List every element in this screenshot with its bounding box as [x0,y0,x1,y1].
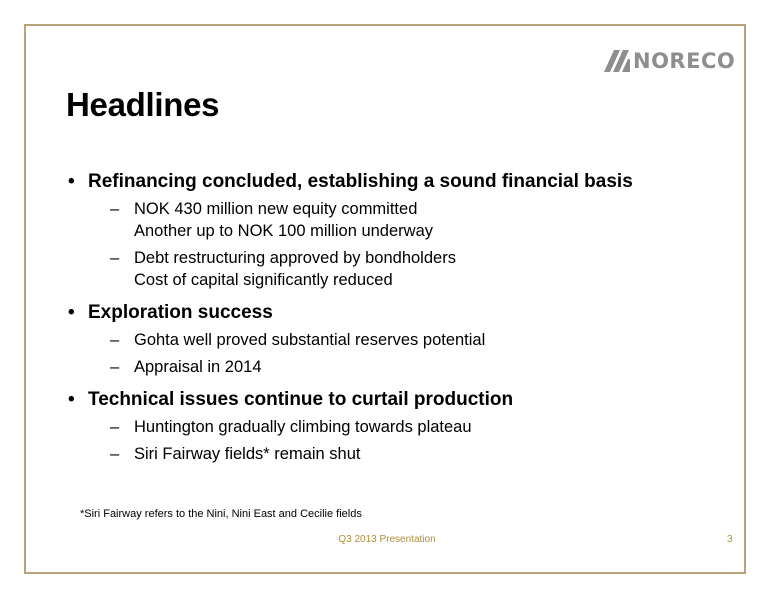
bullet-dot-icon: • [68,389,75,410]
sub-bullet-item [66,416,726,438]
bullet-item [66,300,726,326]
dash-icon: – [110,358,120,376]
noreco-logo [604,50,735,72]
sub-bullet-item [66,443,726,465]
sub-bullet-text: Appraisal in 2014 [134,358,262,376]
logo-mark-icon [604,50,630,72]
bullet-text: Technical issues continue to curtail production [88,389,514,410]
bullet-group-2 [66,300,726,378]
sub-bullet-text: Huntington gradually climbing towards plateau [134,418,472,436]
bullet-list [66,169,726,474]
sub-bullet-text: Another up to NOK 100 million underway [134,222,433,240]
logo-text: NORECO [633,49,736,73]
sub-bullet-text: Debt restructuring approved by bondholders [134,249,456,267]
bullet-group-3 [66,387,726,465]
bullet-item [66,169,726,195]
sub-bullet-text: NOK 430 million new equity committed [134,200,418,218]
dash-icon: – [110,331,120,349]
sub-bullet-text: Siri Fairway fields* remain shut [134,445,361,463]
footnote: *Siri Fairway refers to the Nini, Nini East and Cecilie fields [80,508,362,520]
bullet-group-1 [66,169,726,291]
bullet-dot-icon: • [68,302,75,323]
dash-icon: – [110,249,120,267]
sub-bullet-item [66,329,726,351]
sub-bullet-text: Cost of capital significantly reduced [134,271,393,289]
dash-icon: – [110,200,120,218]
sub-bullet-text: Gohta well proved substantial reserves potential [134,331,486,349]
sub-bullet-item [66,356,726,378]
bullet-item [66,387,726,413]
dash-icon: – [110,445,120,463]
bullet-text: Refinancing concluded, establishing a sound financial basis [88,171,633,192]
slide-title: Headlines [66,86,220,123]
footer-presentation-label: Q3 2013 Presentation [338,534,436,545]
page-number: 3 [727,534,733,545]
dash-icon: – [110,418,120,436]
sub-bullet-item [66,247,726,291]
sub-bullet-item [66,198,726,242]
bullet-text: Exploration success [88,302,273,323]
bullet-dot-icon: • [68,171,75,192]
